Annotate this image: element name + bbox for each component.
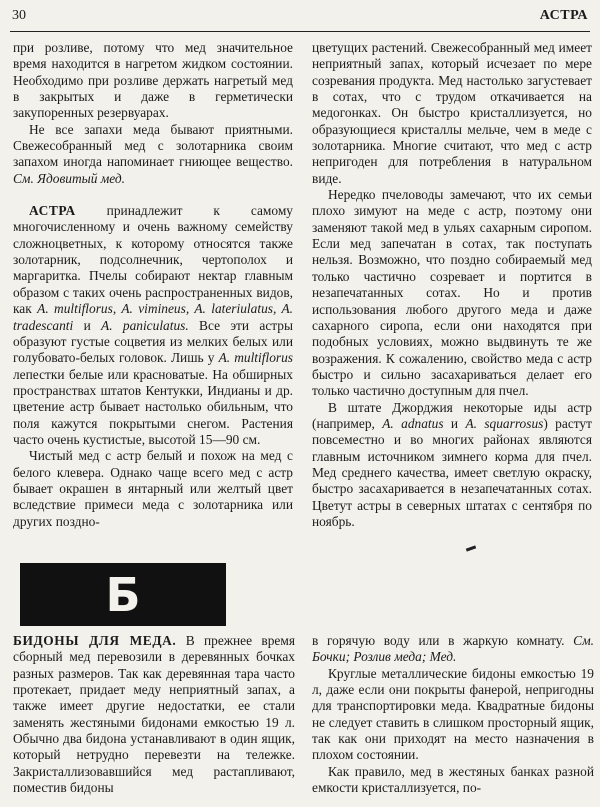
- column-left-top: [13, 40, 293, 530]
- species-name: A. adnatus: [382, 415, 444, 431]
- column-right-bottom: [312, 633, 594, 796]
- entry-text: В прежнее время сборный мед перевозили в деревянных бочках разных размеров. Так как деревянная тара часто протекает, придает меду неприятный запах, а также имеет другие недостатки, ее стали заменять жестяными бидонами емкостью 19 л. Обычно два бидона устанавливают в один ящик, который нетрудно перевезти на тележке. Закристаллизовавшийся мед растапливают, поместив бидоны: [13, 633, 295, 796]
- paragraph: Нередко пчеловоды замечают, что их семьи плохо зимуют на меде с астр, поэтому они заменяют такой мед в ульях сахарным сиропом. Если мед запечатан в сотах, так поступать нельзя. Возможно, что поздно собираемый мед только частично созревает и портится в незапечатанных сотах. Но и против использования любого другого меда и даже сахарного сиропа, если они находятся при подобных условиях, можно выдвинуть те же возражения. К сожалению, свойство меда с астр быстро и сильно засахариваться делает его только частично доступным для пчел.: [312, 187, 592, 399]
- paragraph: при розливе, потому что мед значительное время находится в нагретом жидком состоянии. Необходимо при розливе держать нагретый мед в закрытых и даже в герметически закупоренных резервуарах.: [13, 40, 293, 121]
- entry-text: и: [73, 317, 102, 333]
- entry-astra: [13, 203, 293, 448]
- paragraph: [312, 400, 592, 531]
- column-right-top: [312, 40, 592, 530]
- column-left-bottom: [13, 633, 295, 796]
- entry-text: принадлежит к самому многочисленному и очень важному семейству сложноцветных, к которому относятся также золотарник, подсолнечник, чертополох и маргаритка. Пчелы собирают нектар главным образом с таких очень распространенных видов, как: [13, 203, 293, 317]
- cross-reference: См. Ядовитый мед.: [13, 170, 126, 186]
- species-name: A. paniculatus.: [101, 317, 189, 333]
- page-number: 30: [12, 8, 26, 23]
- paragraph: Круглые металлические бидоны емкостью 19 л, даже если они покрыты фанерой, непригодны для транспортировки меда. Квадратные бидоны не следует ставить в слишком просторный ящик, так как они приходят на место назначения в плохом состоянии.: [312, 665, 594, 763]
- entry-term: БИДОНЫ ДЛЯ МЕДА.: [13, 633, 177, 648]
- print-mark: [466, 545, 476, 551]
- cross-reference: См. Бочки; Розлив меда; Мед.: [312, 633, 594, 665]
- section-letter: Б: [105, 567, 141, 622]
- species-name: A. multiflorus, A. vimineus, A. lateriulatus, A. tradescanti: [13, 301, 293, 333]
- paragraph: Чистый мед с астр белый и похож на мед с белого клевера. Однако чаще всего мед с астр бывает окрашен в янтарный или желтый цвет вследствие примеси меда с золотарника или других поздно-: [13, 448, 293, 529]
- running-head: АСТРА: [539, 8, 588, 23]
- entry-text: Все эти астры образуют густые соцветия из мелких белых или голубовато-белых головок. Лишь у: [13, 317, 293, 366]
- entry-term: АСТРА: [29, 203, 76, 219]
- paragraph: цветущих растений. Свежесобранный мед имеет неприятный запах, который исчезает по мере созревания продукта. Мед настолько загустевает в сотах, что с трудом откачивается на медогонках. Он быстро кристаллизуется, но образующиеся кристаллы мельче, чем в меде с золотарника. Многие считают, что мед с астр непригоден для потребления в натуральном виде.: [312, 40, 592, 186]
- paragraph: [13, 122, 293, 187]
- paragraph-text: Не все запахи меда бывают приятными. Свежесобранный мед с золотарника своим запахом иногда напоминает гниющее вещество.: [13, 121, 293, 170]
- section-letter-banner: [20, 563, 226, 626]
- paragraph-text: и: [443, 415, 466, 431]
- paragraph: [312, 633, 594, 666]
- paragraph: Как правило, мед в жестяных банках разной емкости кристаллизуется, по-: [312, 763, 594, 796]
- species-name: A. multiflorus: [218, 350, 294, 366]
- entry-bidony: [13, 633, 295, 796]
- paragraph-text: В штате Джорджия некоторые иды астр (например,: [312, 399, 592, 431]
- species-name: A. squarrosus: [465, 415, 544, 431]
- paragraph-text: в горячую воду или в жаркую комнату.: [312, 633, 565, 648]
- paragraph-text: ) растут повсеместно и во многих районах являются главным источником зимнего корма для пчел. Мед среднего качества, имеет светлую окраску, быстро засахаривается в незапечатанных сотах. Цветут астры в северных штатах с сентября по ноябрь.: [312, 415, 592, 529]
- entry-text: лепестки белые или красноватые. На обширных пространствах штатов Кентукки, Индианы и др. цветение астр бывает настолько обильным, что поля кажутся покрытыми снегом. Растения часто очень кустистые, высотой 15—90 см.: [13, 366, 293, 447]
- header-rule: [10, 31, 590, 32]
